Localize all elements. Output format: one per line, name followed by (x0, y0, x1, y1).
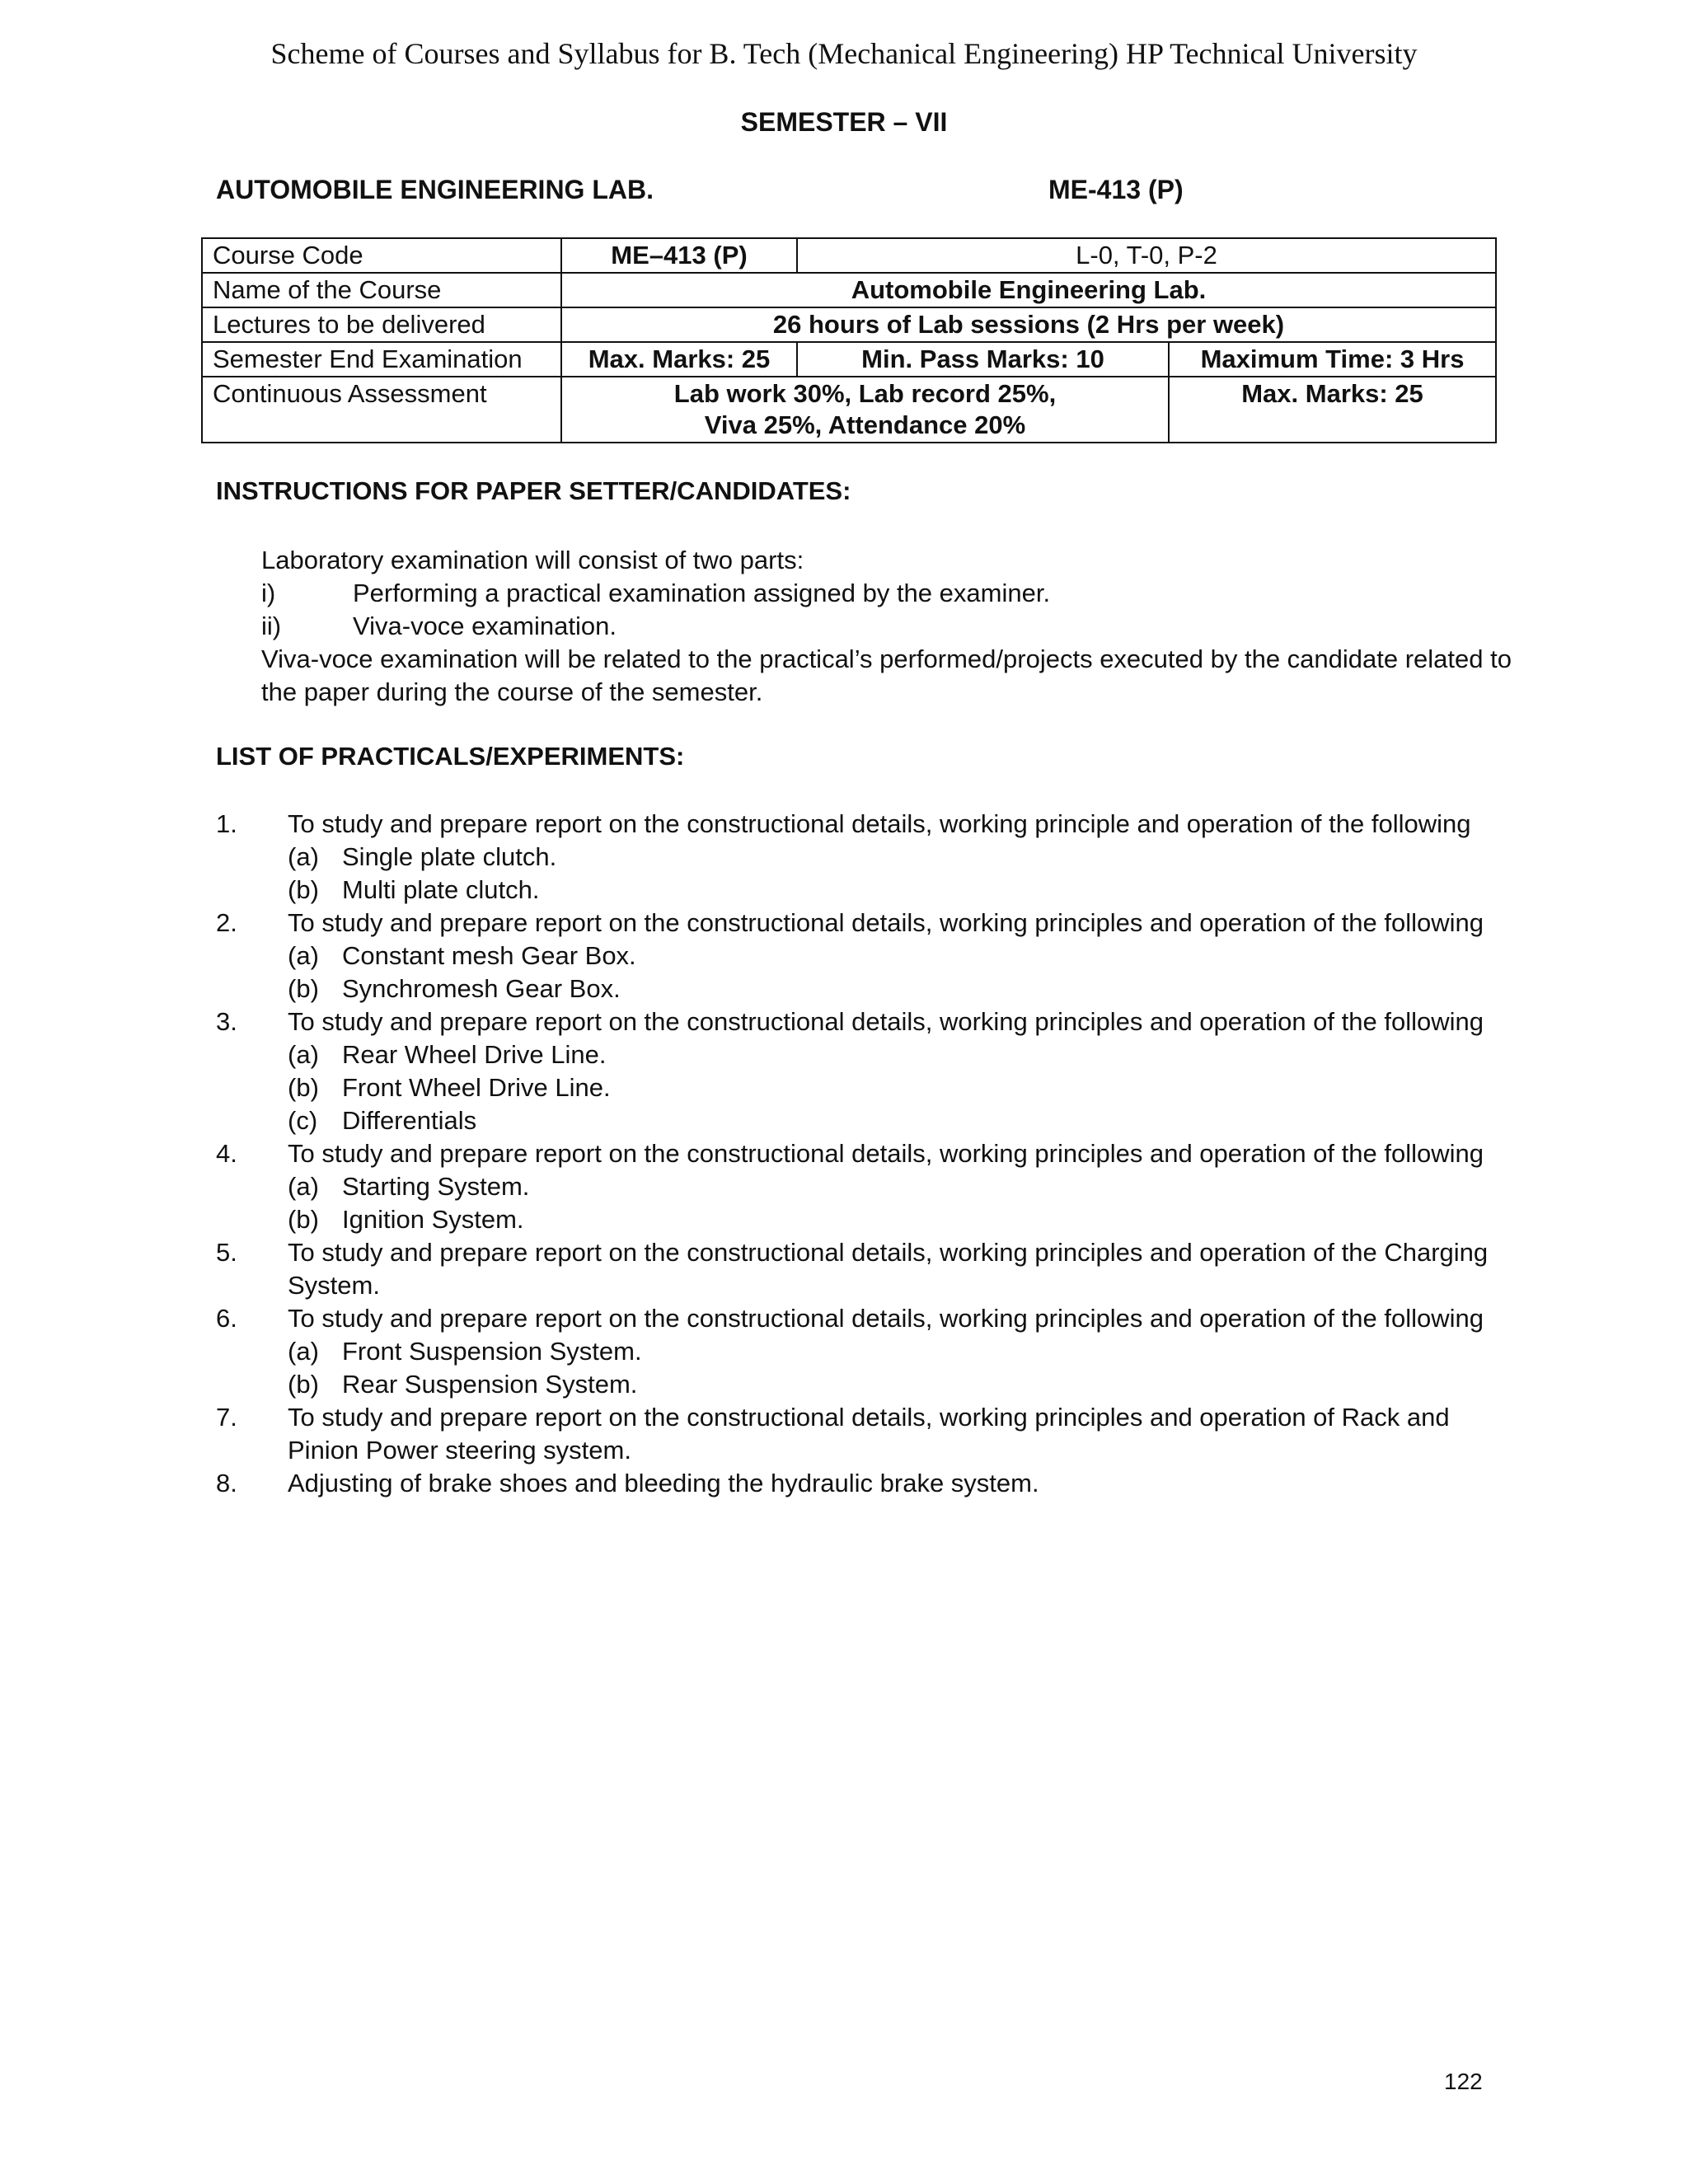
instructions-heading: INSTRUCTIONS FOR PAPER SETTER/CANDIDATES: (216, 476, 851, 505)
max-marks-value: Max. Marks: 25 (561, 342, 797, 377)
sub-item-marker: (a) (288, 842, 319, 871)
item-number: 6. (216, 1304, 237, 1333)
item-text: To study and prepare report on the constructional details, working principles and operation of the following (288, 1007, 1484, 1036)
item-number: 7. (216, 1403, 237, 1432)
sub-item (288, 1170, 1502, 1203)
sub-item-marker: (c) (288, 1106, 318, 1135)
page-number: 122 (1444, 2069, 1483, 2094)
sub-item-marker: (b) (288, 1370, 319, 1399)
course-code-title: ME-413 (P) (1048, 175, 1184, 204)
max-time-value: Maximum Time: 3 Hrs (1169, 342, 1496, 377)
course-name-value: Automobile Engineering Lab. (561, 273, 1496, 307)
course-code-value: ME–413 (P) (561, 238, 797, 273)
list-item (216, 907, 1502, 1005)
course-name-label: Name of the Course (202, 273, 561, 307)
exam-label: Semester End Examination (202, 342, 561, 377)
sub-item (288, 1335, 1502, 1368)
sub-item-marker: (a) (288, 941, 319, 970)
sub-item-marker: (a) (288, 1172, 319, 1201)
instructions-note: Viva-voce examination will be related to the practical’s performed/projects executed by the candidate related to the paper during the course of the semester. (261, 644, 1512, 706)
course-details-table (201, 237, 1497, 443)
sub-item (288, 940, 1502, 972)
list-item (216, 1236, 1502, 1302)
course-code-label: Course Code (202, 238, 561, 273)
page-header: Scheme of Courses and Syllabus for B. Tech (Mechanical Engineering) HP Technical University (270, 37, 1418, 70)
list-item (216, 808, 1502, 907)
item-number: 4. (216, 1139, 237, 1168)
lectures-value: 26 hours of Lab sessions (2 Hrs per week) (561, 307, 1496, 342)
item-text: To study and prepare report on the constructional details, working principle and operation of the following (288, 809, 1471, 838)
sub-item (288, 1368, 1502, 1401)
item-text: To study and prepare report on the constructional details, working principles and operation of the Charging System. (288, 1238, 1489, 1300)
item-text: To study and prepare report on the constructional details, working principles and operation of Rack and Pinion Power steering system. (288, 1403, 1450, 1465)
sub-item-marker: (a) (288, 1040, 319, 1069)
table-row (202, 273, 1496, 307)
table-row (202, 307, 1496, 342)
practicals-heading: LIST OF PRACTICALS/EXPERIMENTS: (216, 742, 685, 771)
lectures-label: Lectures to be delivered (202, 307, 561, 342)
min-pass-value: Min. Pass Marks: 10 (797, 342, 1169, 377)
sub-item-text: Ignition System. (342, 1205, 524, 1234)
sub-item (288, 972, 1502, 1005)
item-body (288, 1005, 1502, 1137)
sub-item (288, 1203, 1502, 1236)
item-number: 5. (216, 1238, 237, 1267)
sub-item-marker: (b) (288, 1073, 319, 1102)
ca-line-2: Viva 25%, Attendance 20% (704, 410, 1026, 439)
ltp-value: L-0, T-0, P-2 (797, 238, 1496, 273)
sub-item (288, 874, 1502, 907)
item-body (288, 808, 1502, 907)
sub-item-marker: (a) (288, 1337, 319, 1366)
table-row (202, 377, 1496, 443)
item-body (288, 1401, 1502, 1467)
sub-item-text: Multi plate clutch. (342, 875, 540, 904)
sub-item-text: Synchromesh Gear Box. (342, 974, 621, 1003)
item-number: 2. (216, 908, 237, 937)
item-body (288, 1137, 1502, 1236)
list-item (216, 1302, 1502, 1401)
list-item (261, 577, 1514, 610)
item-body (288, 1467, 1502, 1500)
item-number: 1. (216, 809, 237, 838)
list-item (216, 1005, 1502, 1137)
sub-item-marker: (b) (288, 875, 319, 904)
sub-item-marker: (b) (288, 974, 319, 1003)
item-text: Performing a practical examination assigned by the examiner. (353, 579, 1051, 607)
practicals-list (216, 808, 1502, 1500)
course-title: AUTOMOBILE ENGINEERING LAB. (216, 175, 654, 204)
item-body (288, 1302, 1502, 1401)
table-row (202, 238, 1496, 273)
list-item (216, 1401, 1502, 1467)
sub-item-text: Rear Wheel Drive Line. (342, 1040, 607, 1069)
item-text: To study and prepare report on the constructional details, working principles and operation of the following (288, 1304, 1484, 1333)
item-text: To study and prepare report on the constructional details, working principles and operation of the following (288, 1139, 1484, 1168)
list-item (216, 1467, 1502, 1500)
ca-max-marks: Max. Marks: 25 (1169, 377, 1496, 443)
item-body (288, 1236, 1502, 1302)
list-item (216, 1137, 1502, 1236)
sub-item (288, 1104, 1502, 1137)
item-body (288, 907, 1502, 1005)
sub-item-text: Starting System. (342, 1172, 530, 1201)
instructions-intro: Laboratory examination will consist of two parts: (261, 546, 804, 574)
sub-item-text: Constant mesh Gear Box. (342, 941, 636, 970)
sub-item-marker: (b) (288, 1205, 319, 1234)
sub-item-text: Single plate clutch. (342, 842, 557, 871)
item-number: 8. (216, 1469, 237, 1497)
sub-item-text: Rear Suspension System. (342, 1370, 638, 1399)
item-number: ii) (261, 612, 282, 640)
item-text: To study and prepare report on the constructional details, working principles and operation of the following (288, 908, 1484, 937)
list-item (261, 610, 1514, 643)
sub-item (288, 1071, 1502, 1104)
ca-line-1: Lab work 30%, Lab record 25%, (673, 379, 1057, 408)
sub-item (288, 1038, 1502, 1071)
sub-item-text: Front Wheel Drive Line. (342, 1073, 611, 1102)
item-number: 3. (216, 1007, 237, 1036)
sub-item (288, 841, 1502, 874)
semester-heading: SEMESTER – VII (740, 107, 948, 137)
ca-label: Continuous Assessment (202, 377, 561, 443)
item-text: Adjusting of brake shoes and bleeding the hydraulic brake system. (288, 1469, 1039, 1497)
instructions-body (261, 544, 1514, 709)
ca-breakdown (561, 377, 1169, 443)
item-text: Viva-voce examination. (353, 612, 617, 640)
course-title-row (216, 175, 1502, 205)
item-number: i) (261, 579, 276, 607)
sub-item-text: Front Suspension System. (342, 1337, 642, 1366)
table-row (202, 342, 1496, 377)
sub-item-text: Differentials (342, 1106, 477, 1135)
